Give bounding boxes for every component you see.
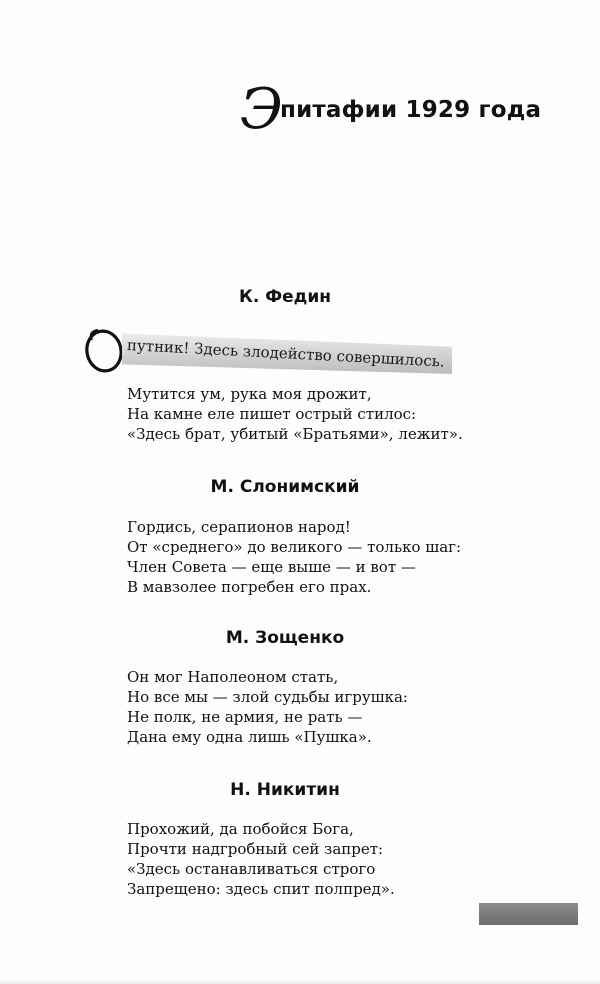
page-bottom-edge: [0, 978, 600, 984]
poem-nikitin: [127, 819, 567, 899]
poem-zoshchenko: [127, 667, 567, 747]
poem-line: Но все мы — злой судьбы игрушка:: [127, 688, 408, 706]
author-zoshchenko: М. Зощенко: [225, 628, 345, 648]
poem-line: Он мог Наполеоном стать,: [127, 668, 339, 686]
poem-line: На камне еле пишет острый стилос:: [127, 405, 417, 423]
title-drop-cap: Э: [240, 77, 283, 142]
title-text: питафии 1929 года: [280, 97, 542, 123]
page-title: [240, 77, 542, 142]
poem-slonimsky: [127, 517, 567, 597]
poem-line: «Здесь останавливаться строго: [127, 860, 376, 878]
author-slonimsky: М. Слонимский: [210, 477, 360, 497]
poem-line: Прохожий, да побойся Бога,: [127, 820, 354, 838]
poem-line: Гордись, серапионов народ!: [127, 518, 351, 536]
poem-line: Прочти надгробный сей запрет:: [127, 840, 384, 858]
author-fedin: К. Федин: [238, 287, 332, 307]
poem-line: В мавзолее погребен его прах.: [127, 578, 372, 596]
poem-line: Член Совета — еще выше — и вот —: [127, 558, 416, 576]
poem-line: Не полк, не армия, не рать —: [127, 708, 363, 726]
poem-line: Запрещено: здесь спит полпред».: [127, 880, 395, 898]
poem-fedin: [127, 384, 567, 444]
author-nikitin: Н. Никитин: [230, 780, 340, 800]
decorative-gray-bar: [479, 903, 578, 925]
poem-line: Дана ему одна лишь «Пушка».: [127, 728, 372, 746]
poem-first-line: путник! Здесь злодейство совершилось.: [126, 336, 446, 371]
poem-line: От «среднего» до великого — только шаг:: [127, 538, 462, 556]
poem-line: «Здесь брат, убитый «Братьями», лежит».: [127, 425, 463, 443]
poem-line: Мутится ум, рука моя дрожит,: [127, 385, 372, 403]
